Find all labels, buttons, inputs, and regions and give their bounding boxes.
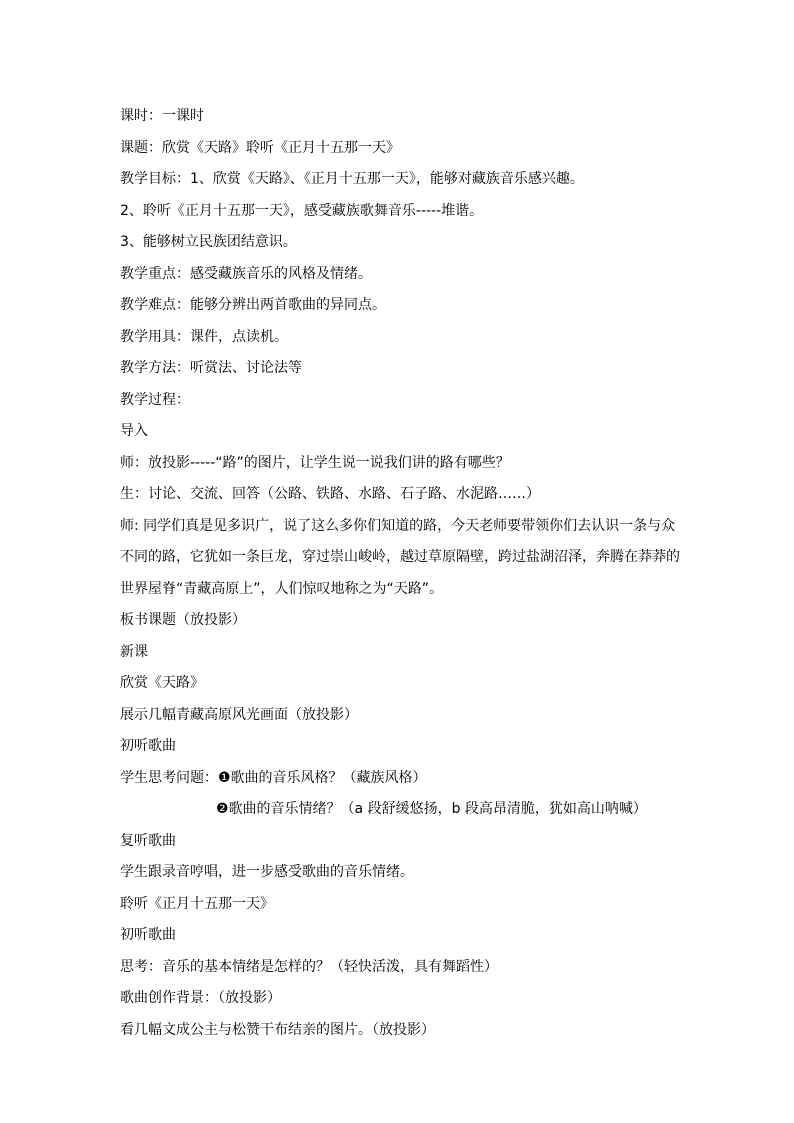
lesson-topic-line: 课题：欣赏《天路》聆听《正月十五那一天》 bbox=[120, 139, 400, 156]
relisten-line: 复听歌曲 bbox=[120, 832, 176, 849]
appreciate-tianlu-line: 欣赏《天路》 bbox=[120, 675, 204, 691]
first-listen-line-2: 初听歌曲 bbox=[120, 927, 176, 943]
first-listen-line-1: 初听歌曲 bbox=[120, 738, 176, 754]
blackboard-title-line: 板书课题（放投影） bbox=[120, 612, 246, 628]
teaching-difficulty-line: 教学难点：能够分辨出两首歌曲的异同点。 bbox=[120, 297, 386, 313]
teacher-paragraph-line-3: 世界屋脊“青藏高原上”，人们惊叹地称之为“天路”。 bbox=[120, 580, 444, 597]
teaching-goal-1: 教学目标：1、欣赏《天路》、《正月十五那一天》，能够对藏族音乐感兴趣。 bbox=[120, 171, 584, 187]
section-new-lesson: 新课 bbox=[120, 643, 148, 660]
song-background-line: 歌曲创作背景：（放投影） bbox=[120, 990, 281, 1006]
show-pictures-line: 展示几幅青藏高原风光画面（放投影） bbox=[120, 706, 358, 723]
hum-along-line: 学生跟录音哼唱，进一步感受歌曲的音乐情绪。 bbox=[120, 864, 414, 880]
student-question-2: ❷歌曲的音乐情绪？（a 段舒缓悠扬，b 段高昂清脆，犹如高山呐喊） bbox=[216, 801, 647, 817]
section-introduction: 导入 bbox=[120, 423, 148, 439]
teaching-methods-line: 教学方法：听赏法、讨论法等 bbox=[120, 360, 302, 376]
student-question-1: 学生思考问题：❶歌曲的音乐风格？（藏族风格） bbox=[120, 769, 427, 786]
teaching-goal-2: 2、聆听《正月十五那一天》，感受藏族歌舞音乐-----堆谐。 bbox=[120, 202, 484, 219]
think-question-line: 思考：音乐的基本情绪是怎样的？（轻快活泼，具有舞蹈性） bbox=[120, 958, 498, 975]
teacher-line-1: 师：放投影-----“路”的图片，让学生说一说我们讲的路有哪些？ bbox=[120, 454, 510, 471]
teacher-paragraph-line-2: 不同的路，它犹如一条巨龙，穿过崇山峻岭，越过草原隔壁，跨过盐湖沼泽，奔腾在莽莽的 bbox=[120, 549, 680, 565]
wencheng-pictures-line: 看几幅文成公主与松赞干布结亲的图片。（放投影） bbox=[120, 1021, 435, 1038]
class-hours-line: 课时：一课时 bbox=[120, 108, 204, 124]
teacher-paragraph-line-1: 师: 同学们真是见多识广，说了这么多你们知道的路，今天老师要带领你们去认识一条与众 bbox=[120, 517, 676, 534]
teaching-goal-3: 3、能够树立民族团结意识。 bbox=[120, 234, 297, 250]
listen-zhengyue-line: 聆听《正月十五那一天》 bbox=[120, 895, 274, 912]
student-line-1: 生：讨论、交流、回答（公路、铁路、水路、石子路、水泥路……） bbox=[120, 486, 540, 502]
lesson-plan-body bbox=[120, 101, 680, 1046]
teaching-focus-line: 教学重点：感受藏族音乐的风格及情绪。 bbox=[120, 265, 372, 282]
teaching-tools-line: 教学用具：课件，点读机。 bbox=[120, 328, 288, 345]
teaching-process-heading: 教学过程： bbox=[120, 391, 190, 408]
